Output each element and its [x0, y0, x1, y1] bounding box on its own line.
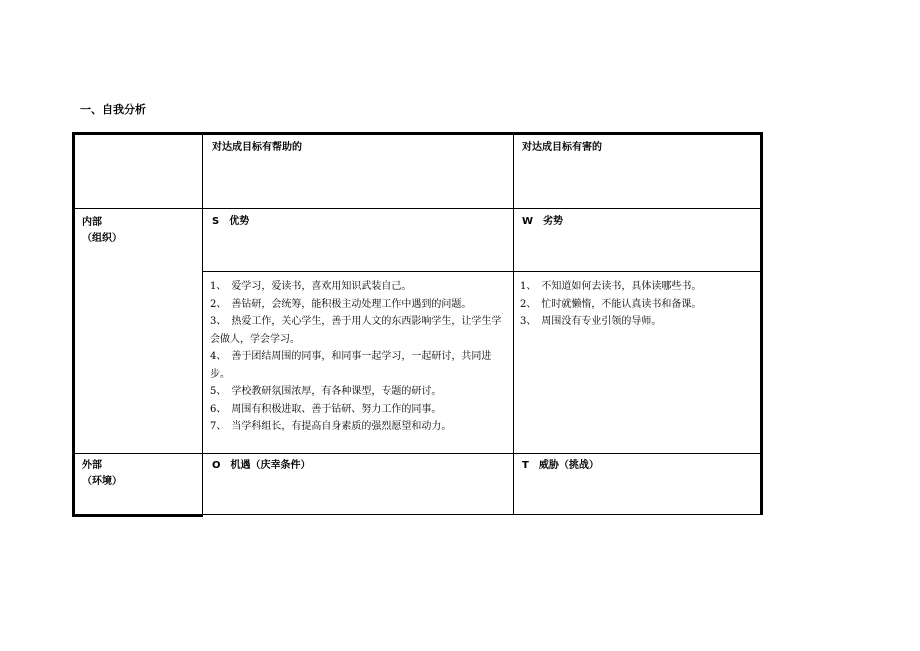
list-item: 2、 忙时就懒惰，不能认真读书和备课。 [520, 298, 702, 310]
header-harmful: 对达成目标有害的 [522, 142, 602, 153]
column-divider [513, 132, 514, 515]
list-item: 1、 不知道如何去读书，具体读哪些书。 [520, 281, 702, 292]
threats-title: T 威胁（挑战） [522, 460, 599, 471]
external-label [82, 458, 122, 490]
list-item: 3、 周围没有专业引领的导师。 [520, 316, 662, 327]
list-item: 6、 周围有积极进取、善于钻研、努力工作的同事。 [210, 403, 442, 415]
internal-label-line2: （组织） [82, 233, 122, 244]
list-item: 4、 善于团结周围的同事，和同事一起学习，一起研讨，共同进步。 [210, 351, 492, 380]
section-title: 一、自我分析 [80, 103, 146, 116]
table-border-right [760, 132, 763, 515]
table-border-left [72, 132, 75, 517]
weaknesses-list [520, 278, 756, 331]
external-label-line2: （环境） [82, 476, 122, 487]
row-divider [202, 271, 763, 272]
table-border-bottom-left [72, 514, 203, 517]
list-item: 7、 当学科组长，有提高自身素质的强烈愿望和动力。 [210, 421, 452, 432]
list-item: 1、 爱学习，爱读书，喜欢用知识武装自己。 [210, 281, 412, 292]
external-label-line1: 外部 [82, 460, 102, 471]
internal-label [82, 215, 122, 247]
weaknesses-title: W 劣势 [522, 216, 564, 227]
row-divider [72, 208, 763, 209]
row-divider [72, 453, 763, 454]
column-divider [202, 132, 203, 517]
opportunities-title: O 机遇（庆幸条件） [212, 460, 311, 471]
header-helpful: 对达成目标有帮助的 [212, 142, 302, 153]
list-item: 2、 善钻研，会统筹，能积极主动处理工作中遇到的问题。 [210, 298, 472, 310]
list-item: 5、 学校教研氛围浓厚，有各种课型，专题的研讨。 [210, 386, 442, 397]
table-border-top [72, 132, 763, 135]
list-item: 3、 热爱工作，关心学生，善于用人文的东西影响学生，让学生学会做人，学会学习。 [210, 316, 502, 345]
strengths-list [210, 278, 508, 436]
internal-label-line1: 内部 [82, 217, 102, 228]
strengths-title: S 优势 [212, 216, 250, 227]
